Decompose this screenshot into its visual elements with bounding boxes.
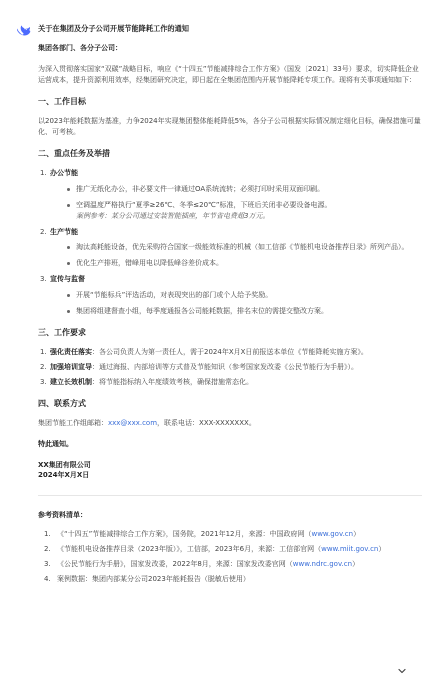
requirement-item (38, 377, 422, 388)
reference-tail: ） (378, 544, 386, 553)
bullet-text: 集团将组建督查小组，每季度通报各公司能耗数据，排名末位的需提交整改方案。 (76, 306, 328, 315)
requirement-label: 建立长效机制 (50, 377, 92, 386)
list-item (38, 306, 422, 317)
notice-title: 关于在集团及分子公司开展节能降耗工作的通知 (38, 24, 189, 33)
list-number: 3. (40, 275, 47, 284)
closing-text: 特此通知。 (38, 439, 73, 448)
requirement-text: ：各公司负责人为第一责任人，需于2024年X月X日前报送本单位《节能降耗实施方案》。 (92, 347, 368, 356)
bullet-icon (66, 200, 76, 222)
bullet-text: 推广无纸化办公，非必要文件一律通过OA系统流转；必须打印时采用双面印刷。 (76, 185, 325, 193)
bullet-text: 开展“节能标兵”评选活动，对表现突出的部门或个人给予奖励。 (76, 290, 273, 299)
reference-item (38, 574, 422, 585)
signature-date: 2024年X月X日 (38, 471, 90, 480)
list-item (38, 258, 422, 269)
reference-item (38, 559, 422, 570)
bullet-icon (66, 306, 76, 317)
requirement-label: 强化责任落实 (50, 347, 92, 356)
task-label: 宣传与监督 (50, 275, 85, 284)
ai-assistant-logo-icon (17, 23, 31, 37)
list-item (38, 184, 422, 195)
intro-paragraph: 为深入贯彻落实国家“双碳”战略目标，响应《“十四五”节能减排综合工作方案》（国发〔2021〕33号）要求，切实降低企业运营成本，提升资源利用效率，经集团研究决定，即日起在全集团范围内开展节能降耗专项工作。现将有关事项通知如下： (38, 65, 419, 84)
requirement-label: 加强培训宣导 (50, 362, 92, 371)
reference-text: 《节能机电设备推荐目录（2023年版）》，工信部，2023年6月，来源：工信部官网（ (57, 544, 322, 553)
list-number: 2. (44, 544, 51, 553)
requirement-text: ：将节能指标纳入年度绩效考核，确保措施常态化。 (92, 377, 253, 386)
bullet-icon (66, 242, 76, 253)
section-heading-requirements: 三、工作要求 (38, 327, 86, 337)
list-item (38, 290, 422, 301)
reference-tail: ） (353, 530, 361, 539)
reference-text: 《“十四五”节能减排综合工作方案》，国务院，2021年12月，来源：中国政府网（ (57, 530, 312, 539)
list-number: 3. (40, 377, 47, 386)
list-number: 1. (40, 347, 47, 356)
requirement-item (38, 362, 422, 373)
section-heading-tasks: 二、重点任务及举措 (38, 148, 110, 158)
contact-label: 集团节能工作组邮箱： (38, 418, 108, 427)
list-number: 2. (40, 227, 47, 236)
reference-text: 案例数据：集团内部某分公司2023年能耗报告（脱敏后使用） (57, 574, 250, 583)
reference-link[interactable]: www.gov.cn (311, 530, 354, 539)
bullet-text: 优化生产排班，错峰用电以降低峰谷差价成本。 (76, 259, 223, 268)
chevron-down-icon[interactable] (395, 664, 409, 678)
task-item (38, 274, 422, 285)
divider (38, 495, 422, 496)
contact-paragraph (38, 418, 422, 429)
list-item (38, 242, 422, 253)
reference-link[interactable]: www.miit.gov.cn (321, 544, 379, 553)
list-number: 4. (44, 574, 51, 583)
bullet-icon (66, 184, 76, 195)
signature-org: XX集团有限公司 (38, 460, 91, 469)
reference-tail: ） (352, 559, 360, 568)
reference-text: 《公民节能行为手册》，国家发改委，2022年8月，来源：国家发改委官网（ (57, 559, 293, 568)
salutation: 集团各部门、各分子公司： (38, 44, 122, 53)
list-number: 2. (40, 362, 47, 371)
task-item (38, 168, 422, 179)
list-number: 1. (44, 530, 51, 539)
task-label: 生产节能 (50, 227, 78, 236)
task-item (38, 227, 422, 238)
requirement-text: ：通过海报、内部培训等方式普及节能知识（参考国家发改委《公民节能行为手册》）。 (92, 362, 358, 371)
message-body (38, 22, 422, 585)
email-link[interactable]: xxx@xxx.com (108, 418, 158, 427)
bullet-icon (66, 290, 76, 301)
section-heading-contact: 四、联系方式 (38, 398, 86, 408)
goal-paragraph: 以2023年能耗数据为基准，力争2024年实现集团整体能耗降低5%，各分子公司根据实际情况制定细化目标，确保措施可量化、可考核。 (38, 117, 421, 136)
section-heading-goal: 一、工作目标 (38, 96, 86, 106)
reference-item (38, 544, 422, 555)
references-heading: 参考资料清单： (38, 511, 87, 520)
reference-item (38, 529, 422, 540)
bullet-text: 空调温度严格执行“夏季≥26℃、冬季≤20℃”标准，下班后关闭非必要设备电源。 (76, 200, 332, 209)
bullet-text: 淘汰高耗能设备，优先采购符合国家一级能效标准的机械（如工信部《节能机电设备推荐目录》所列产品）。 (76, 243, 409, 252)
list-number: 1. (40, 169, 47, 178)
reference-link[interactable]: www.ndrc.gov.cn (292, 559, 353, 568)
phone-text: ，联系电话：XXX-XXXXXXX。 (157, 418, 256, 427)
bullet-icon (66, 258, 76, 269)
list-item (38, 200, 422, 222)
list-number: 3. (44, 559, 51, 568)
requirement-item (38, 347, 422, 358)
task-label: 办公节能 (50, 169, 78, 178)
case-example: 案例参考：某分公司通过安装智能插座，年节省电费超3万元。 (76, 211, 270, 220)
